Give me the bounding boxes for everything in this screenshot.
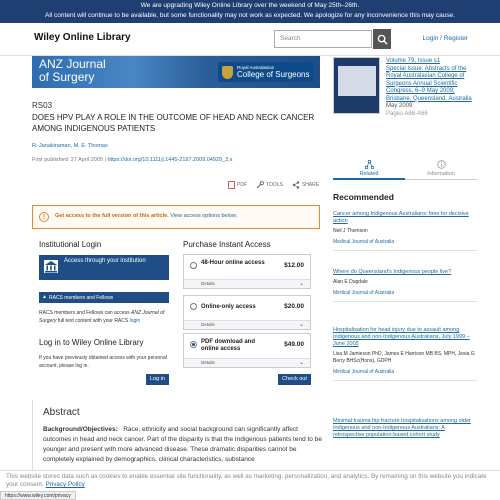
volume-link[interactable]: Volume 79, Issue s1 xyxy=(386,58,441,64)
issue-info xyxy=(386,58,476,118)
share-icon xyxy=(292,181,300,189)
recommended-title-link[interactable]: Cancer among Indigenous Australians: time for decisive action xyxy=(333,211,469,224)
option-price: $20.00 xyxy=(284,303,304,310)
cookie-notice: This website stores data such as cookies to enable essential site functionality, as well as marketing, personalization, and analytics. By remaining on this website you indicate your consent. Privacy Policy xyxy=(0,470,500,492)
abstract-heading: Abstract xyxy=(43,407,80,418)
institution-icon xyxy=(44,260,58,273)
recommended-author: Alan E Dugdale xyxy=(333,279,368,285)
banner-line-2: All content will continue to be available, but some functionality may not work as expected. We apologize for any inconvenience this may cause. xyxy=(45,12,455,19)
purchase-option-pdf-online[interactable]: PDF download and online access $49.00 Details ⌄ xyxy=(183,333,311,368)
institutional-login-heading: Institutional Login xyxy=(39,240,102,249)
log-in-button[interactable]: Log in xyxy=(146,374,169,385)
radio-online-only[interactable] xyxy=(190,303,197,310)
publication-date: 27 April 2009 xyxy=(70,157,103,163)
side-tabs xyxy=(333,158,477,180)
view-access-options-link[interactable]: View access options below. xyxy=(170,213,238,219)
site-header xyxy=(0,23,500,56)
access-notice: ! Get access to the full version of this article. View access options below. xyxy=(32,205,320,229)
recommended-heading: Recommended xyxy=(333,192,394,202)
status-bar-url: https://www.wiley.com/privacy xyxy=(0,491,76,500)
purchase-heading: Purchase Instant Access xyxy=(183,240,271,249)
search-button[interactable] xyxy=(373,29,391,49)
recommended-title-link[interactable]: Hospitalisation for head injury due to assault among Indigenous and non-Indigenous Australians, July 1999 – June 2005 xyxy=(333,327,470,347)
college-badge: Royal Australasian College of Surgeons xyxy=(218,62,314,82)
chevron-down-icon: ⌄ xyxy=(298,322,304,328)
special-issue-link[interactable]: Special Issue: Abstracts of the Royal Australasian College of Surgeons Annual Scientific Congress, 6–9 May 2009, Brisbane, Queensland, Australia xyxy=(386,65,472,102)
pdf-button[interactable]: PDF xyxy=(228,181,247,189)
checkout-button[interactable]: Check out xyxy=(278,374,311,385)
radio-pdf-online[interactable] xyxy=(190,341,197,348)
recommended-item xyxy=(333,327,477,381)
abstract-text: Background/Objectives: Race, ethnicity and social background can significantly affect outcomes in head and neck cancer. Part of the disparity is that the Indigenous patients tend to be younger and present with more advanced disease. These dramatic disparities cannot be completely explained by demographics, clinical characteristics, substance xyxy=(43,426,322,463)
recommended-item xyxy=(333,418,477,439)
issue-pages: Pages A66-A66 xyxy=(386,110,428,117)
pdf-icon xyxy=(228,181,235,189)
institution-access-button[interactable]: Access through your institution xyxy=(39,255,169,280)
doi-link[interactable]: https://doi.org/10.1111/j.1445-2197.2009.04929_3.x xyxy=(107,157,233,163)
recommended-title-link[interactable]: Where do Queensland's Indigenous people live? xyxy=(333,269,452,275)
journal-title: ANZ Journal of Surgery xyxy=(39,57,106,84)
details-toggle[interactable]: Details ⌄ xyxy=(184,279,310,288)
recommended-title-link[interactable]: Minimal trauma hip fracture hospitalisations among older Indigenous and non-Indigenous Australians: A retrospective population-based cohort study xyxy=(333,418,471,438)
issue-date: May 2009 xyxy=(386,103,413,109)
recommended-item xyxy=(333,211,477,251)
details-toggle[interactable]: Details ⌄ xyxy=(184,358,310,367)
article-title: DOES HPV PLAY A ROLE IN THE OUTCOME OF HEAD AND NECK CANCER AMONG INDIGENOUS PATIENTS xyxy=(32,113,315,133)
article-code: RS03 xyxy=(32,101,53,110)
racs-note: RACS members and Fellows can access ANZ Journal of Surgery full text content with your RACS login xyxy=(39,310,165,324)
journal-banner[interactable] xyxy=(32,56,320,88)
site-logo[interactable]: Wiley Online Library xyxy=(34,32,131,43)
chevron-down-icon: ⌄ xyxy=(298,360,304,366)
radio-48-hour[interactable] xyxy=(190,262,197,269)
publication-info: First published: 27 April 2009 | https://doi.org/10.1111/j.1445-2197.2009.04929_3.x xyxy=(32,157,233,163)
tab-information[interactable]: Information xyxy=(405,158,477,177)
chevron-down-icon: ⌄ xyxy=(298,281,304,287)
search-icon xyxy=(377,34,388,45)
recommended-item xyxy=(333,269,477,302)
journal-cover[interactable] xyxy=(333,57,380,114)
recommended-source-link[interactable]: Medical Journal of Australia xyxy=(333,290,395,296)
network-icon xyxy=(365,160,374,169)
personal-login-note: If you have previously obtained access with your personal account, please log in. xyxy=(39,355,167,369)
warning-icon: ! xyxy=(39,212,49,222)
privacy-policy-link[interactable]: Privacy Policy xyxy=(45,481,85,488)
purchase-option-48-hour[interactable]: 48-Hour online access $12.00 Details ⌄ xyxy=(183,254,311,289)
recommended-author: Lisa M Jamieson PhD, James E Harrison MB BS, MPH, Jesia G Berry BHSc(Hons), GDPH xyxy=(333,351,475,364)
authors[interactable]: R. Janakiraman, M. E. Thomas xyxy=(32,143,108,149)
racs-login-link[interactable]: login xyxy=(129,318,141,324)
info-icon xyxy=(437,160,446,169)
tools-button[interactable]: TOOLS xyxy=(256,181,283,189)
crest-icon xyxy=(222,66,233,79)
wrench-icon xyxy=(256,181,264,189)
article-tools xyxy=(228,181,319,189)
login-register-link[interactable]: Login / Register xyxy=(422,35,468,42)
search-input[interactable]: Search xyxy=(274,30,372,48)
share-button[interactable]: SHARE xyxy=(292,181,319,189)
option-price: $12.00 xyxy=(284,262,304,269)
recommended-source-link[interactable]: Medical Journal of Australia xyxy=(333,239,395,245)
purchase-option-online-only[interactable]: Online-only access $20.00 Details ⌄ xyxy=(183,295,311,330)
tab-related[interactable]: Related xyxy=(333,158,405,180)
banner-line-1: We are upgrading Wiley Online Library over the weekend of May 25th–26th. xyxy=(140,2,360,9)
recommended-source-link[interactable]: Medical Journal of Australia xyxy=(333,369,395,375)
racs-login-button[interactable]: ▲ RACS members and Fellows xyxy=(39,292,169,303)
racs-icon: ▲ xyxy=(42,294,47,300)
abstract-section xyxy=(32,400,328,470)
personal-login-heading: Log in to Wiley Online Library xyxy=(39,338,144,347)
maintenance-banner xyxy=(0,0,500,23)
details-toggle[interactable]: Details ⌄ xyxy=(184,320,310,329)
option-price: $49.00 xyxy=(284,341,304,348)
recommended-author: Neil J Thomson xyxy=(333,228,368,234)
